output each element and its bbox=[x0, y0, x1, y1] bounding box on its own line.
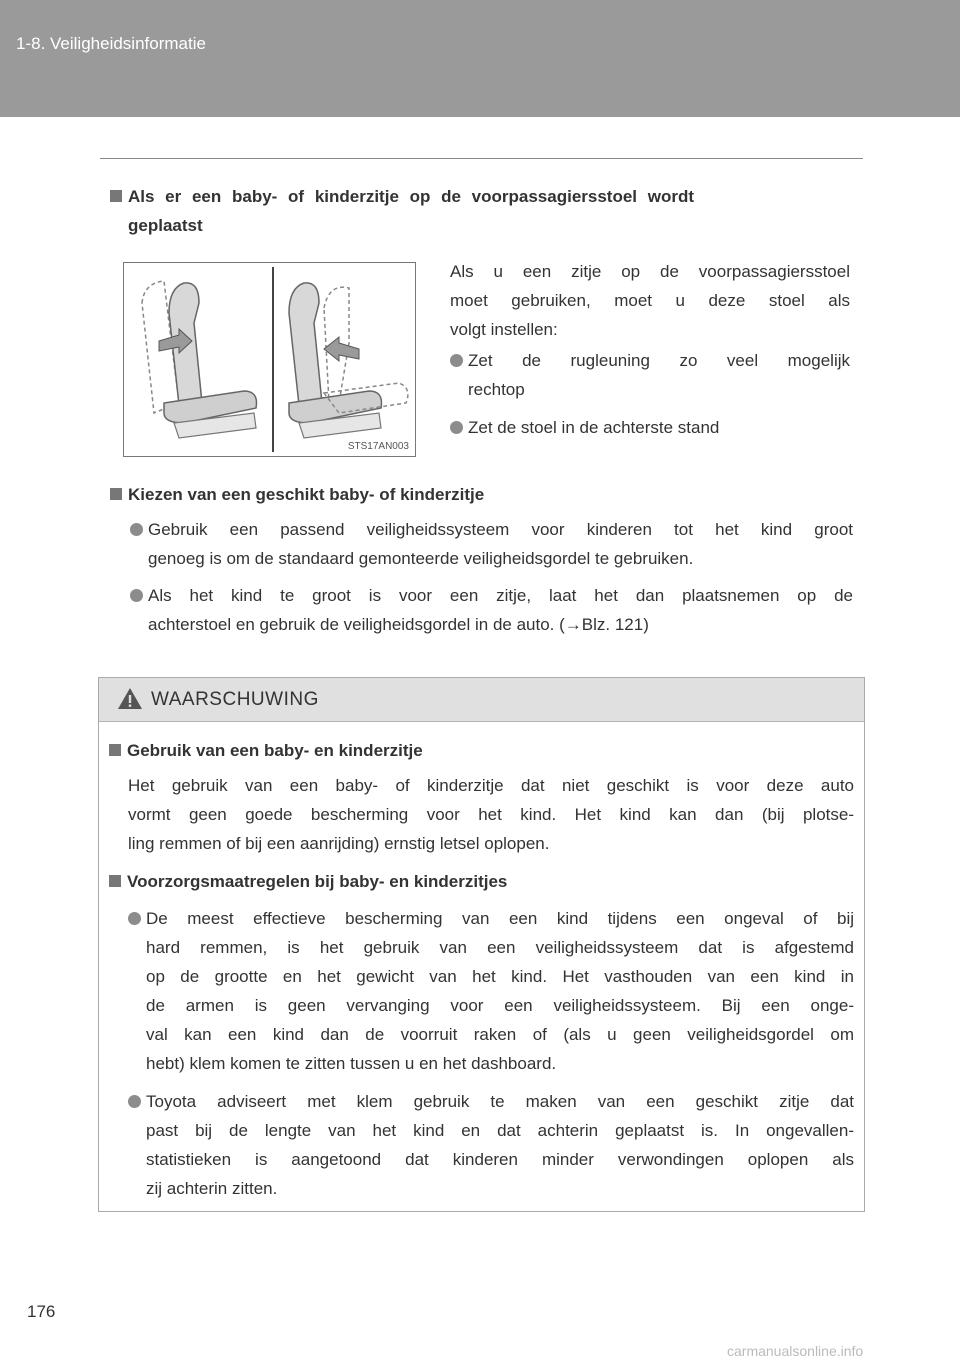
divider bbox=[100, 158, 863, 159]
section1-title-cont: geplaatst bbox=[128, 216, 203, 235]
section2-bullet-2: Als het kind te groot is voor een zitje, laat het dan plaatsnemen op de achterstoel en gebruik de veiligheidsgordel in de auto. (→Blz. 121) bbox=[148, 581, 853, 639]
page-header bbox=[0, 0, 960, 117]
bullet-dot-icon bbox=[130, 523, 143, 536]
section1-title: Als er een baby- of kinderzitje op de voorpassagiersstoel wordt bbox=[110, 182, 694, 211]
bullet-dot-icon bbox=[128, 912, 141, 925]
warning-box bbox=[98, 677, 865, 1212]
warning-label: WAARSCHUWING bbox=[151, 689, 319, 710]
warning-sub1-text: Het gebruik van een baby- of kinderzitje dat niet geschikt is voor deze auto vormt geen goede bescherming voor het kind. Het kind kan dan (bij plotse- ling remmen of bij een aanrijding) ernstig letsel oplopen. bbox=[128, 776, 854, 853]
watermark: carmanualsonline.info bbox=[727, 1343, 864, 1359]
section1-bullet-1: Zet de rugleuning zo veel mogelijk rechtop bbox=[468, 346, 850, 404]
section1-bullet-2: Zet de stoel in de achterste stand bbox=[468, 413, 850, 442]
warning-sub2-title: Voorzorgsmaatregelen bij baby- en kinderzitjes bbox=[109, 867, 507, 896]
warning-header bbox=[99, 678, 864, 722]
bullet-dot-icon bbox=[130, 589, 143, 602]
section2-bullet-1: Gebruik een passend veiligheidssysteem voor kinderen tot het kind groot genoeg is om de standaard gemonteerde veiligheidsgordel te gebruiken. bbox=[148, 515, 853, 573]
warning-sub1-title: Gebruik van een baby- en kinderzitje bbox=[109, 736, 423, 765]
section-heading: 1-8. Veiligheidsinformatie bbox=[16, 34, 206, 53]
bullet-dot-icon bbox=[450, 354, 463, 367]
square-bullet-icon bbox=[109, 875, 121, 887]
page-number: 176 bbox=[27, 1302, 56, 1321]
figure-code: STS17AN003 bbox=[347, 441, 409, 452]
warning-triangle-icon bbox=[117, 687, 143, 710]
square-bullet-icon bbox=[110, 488, 122, 500]
warning-sub2-bullet-2: Toyota adviseert met klem gebruik te maken van een geschikt zitje dat past bij de lengte van het kind en dat achterin geplaatst is. In ongevallen- statistieken is aangetoond dat kinderen minder verwondingen oplopen als zij achterin zitten. bbox=[146, 1087, 854, 1203]
square-bullet-icon bbox=[109, 744, 121, 756]
seat-adjustment-illustration bbox=[123, 262, 416, 457]
warning-sub2-bullet-1: De meest effectieve bescherming van een kind tijdens een ongeval of bij hard remmen, is het gebruik van een veiligheidssysteem dat is afgestemd op de grootte en het gewicht van het kind. Het vasthouden van een kind in de armen is geen vervanging voor een veiligheidssysteem. Bij een onge- val kan een kind dan de voorruit raken of (als u geen veiligheidsgordel om hebt) klem komen te zitten tussen u en het dashboard. bbox=[146, 904, 854, 1078]
seat-illustration-icon bbox=[124, 263, 415, 456]
bullet-dot-icon bbox=[450, 421, 463, 434]
square-bullet-icon bbox=[110, 190, 122, 202]
section2-title: Kiezen van een geschikt baby- of kinderzitje bbox=[110, 480, 484, 509]
section1-intro: Als u een zitje op de voorpassagiersstoel moet gebruiken, moet u deze stoel als volgt instellen: bbox=[450, 262, 850, 339]
bullet-dot-icon bbox=[128, 1095, 141, 1108]
